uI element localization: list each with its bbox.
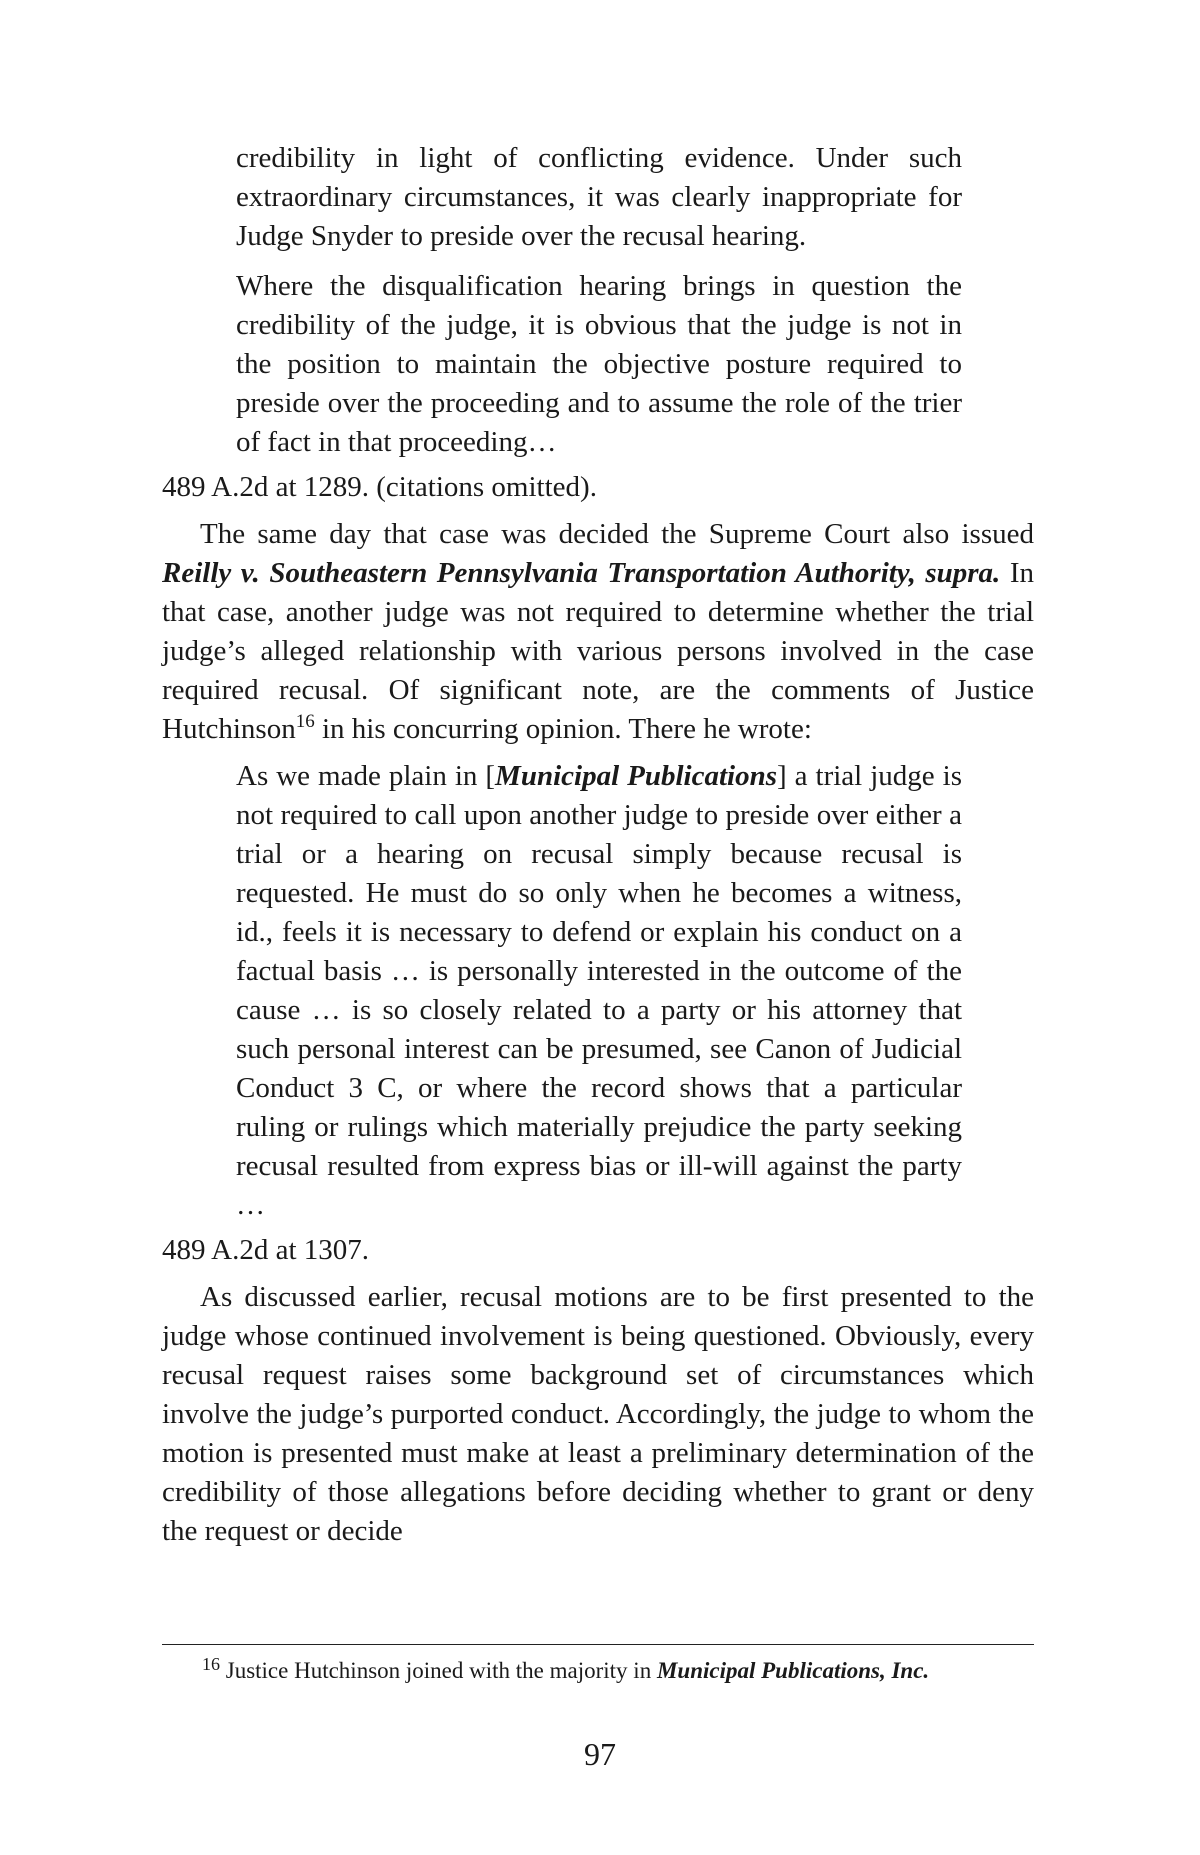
footnote-divider bbox=[162, 1644, 1034, 1645]
case-name: Reilly v. Southeastern Pennsylvania Transportation Authority, supra. bbox=[162, 557, 1001, 589]
text-run: As we made plain in [ bbox=[236, 760, 496, 792]
text-run: The same day that case was decided the Supreme Court also issued bbox=[200, 518, 1034, 550]
case-name: Municipal Publications bbox=[495, 760, 777, 792]
block-quote-paragraph bbox=[236, 757, 962, 1225]
footnote-reference: 16 bbox=[295, 711, 315, 732]
text-run: In that case, another judge was not required to determine whether the trial judge’s alleged relationship with various persons involved in the case required recusal. Of significant note, are the comments of Justice Hutchinson bbox=[162, 557, 1034, 745]
footnote-number: 16 bbox=[202, 1654, 220, 1674]
body-paragraph bbox=[162, 515, 1034, 749]
body-paragraph: As discussed earlier, recusal motions are to be first presented to the judge whose continued involvement is being questioned. Obviously, every recusal request raises some background set of circumstances which involve the judge’s purported conduct. Accordingly, the judge to whom the motion is presented must make at least a preliminary determination of the credibility of those allegations before deciding whether to grant or deny the request or decide bbox=[162, 1281, 1034, 1547]
citation: 489 A.2d at 1289. (citations omitted). bbox=[162, 471, 597, 503]
block-quote-paragraph: Where the disqualification hearing brings in question the credibility of the judge, it is obvious that the judge is not in the position to maintain the objective posture required to preside over the proceeding and to assume the role of the trier of fact in that proceeding… bbox=[236, 270, 962, 458]
text-run: ] a trial judge is not required to call upon another judge to preside over either a trial or a hearing on recusal simply because recusal is requested. He must do so only when he becomes a witness, id., feels it is necessary to defend or explain his conduct on a factual basis … is personally interested in the outcome of the cause … is so closely related to a party or his attorney that such personal interest can be presumed, see Canon of Judicial Conduct 3 C, or where the record shows that a particular ruling or rulings which materially prejudice the party seeking recusal resulted from express bias or ill-will against the party … bbox=[236, 760, 962, 1221]
footnote bbox=[202, 1656, 1042, 1686]
text-run: in his concurring opinion. There he wrote: bbox=[314, 713, 812, 745]
block-quote-paragraph: credibility in light of conflicting evidence. Under such extraordinary circumstances, it was clearly inappropriate for Judge Snyder to preside over the recusal hearing. bbox=[236, 142, 962, 252]
case-name: Municipal Publications, Inc. bbox=[656, 1658, 930, 1683]
main-text bbox=[162, 142, 1034, 1551]
citation: 489 A.2d at 1307. bbox=[162, 1234, 370, 1266]
page-number: 97 bbox=[584, 1736, 616, 1772]
footnote-text: Justice Hutchinson joined with the majority in bbox=[220, 1658, 657, 1683]
